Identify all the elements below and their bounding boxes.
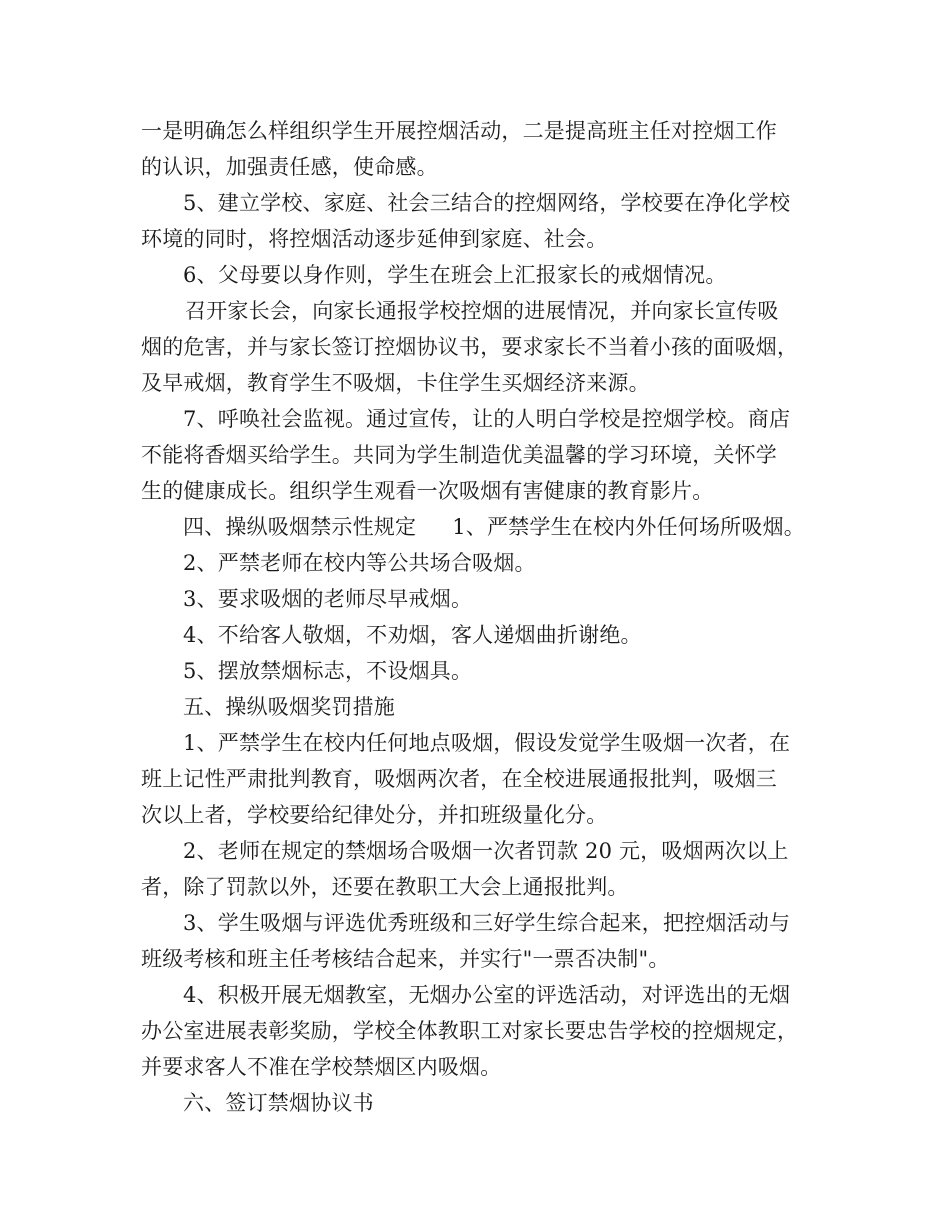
text-line: 1、严禁学生在校内任何地点吸烟，假设发觉学生吸烟一次者，在: [183, 731, 791, 755]
text-line: 5、摆放禁烟标志，不设烟具。: [183, 659, 473, 683]
rule-item: 1、严禁学生在校内外任何场所吸烟。: [452, 515, 805, 539]
text-line: 4、积极开展无烟教室，无烟办公室的评选活动，对评选出的无烟: [183, 983, 791, 1007]
text-line: 不能将香烟买给学生。共同为学生制造优美温馨的学习环境，关怀学: [141, 443, 777, 467]
text-line: 次以上者，学校要给纪律处分，并扣班级量化分。: [141, 803, 608, 827]
text-line: 班上记性严肃批判教育，吸烟两次者，在全校进展通报批判，吸烟三: [141, 767, 777, 791]
text-line: 者，除了罚款以外，还要在教职工大会上通报批判。: [141, 875, 629, 899]
text-line: 7、呼唤社会监视。通过宣传，让的人明白学校是控烟学校。商店: [183, 407, 791, 431]
text-line: 生的健康成长。组织学生观看一次吸烟有害健康的教育影片。: [141, 479, 714, 503]
text-line: 并要求客人不准在学校禁烟区内吸烟。: [141, 1055, 502, 1079]
text-line: 烟的危害，并与家长签订控烟协议书，要求家长不当着小孩的面吸烟，: [141, 335, 799, 359]
text-line: 及早戒烟，教育学生不吸烟，卡住学生买烟经济来源。: [141, 371, 650, 395]
text-line: 办公室进展表彰奖励，学校全体教职工对家长要忠告学校的控烟规定，: [141, 1019, 799, 1043]
text-line: 5、建立学校、家庭、社会三结合的控烟网络，学校要在净化学校: [183, 191, 791, 215]
text-line: 3、要求吸烟的老师尽早戒烟。: [183, 587, 473, 611]
text-line: 的认识，加强责任感，使命感。: [141, 155, 438, 179]
text-line: 一是明确怎么样组织学生开展控烟活动，二是提高班主任对控烟工作: [141, 119, 777, 143]
text-line: 4、不给客人敬烟，不劝烟，客人递烟曲折谢绝。: [183, 623, 642, 647]
section-heading-6: 六、签订禁烟协议书: [183, 1091, 374, 1115]
section-heading-5: 五、操纵吸烟奖罚措施: [183, 695, 395, 719]
text-line: 3、学生吸烟与评选优秀班级和三好学生综合起来，把控烟活动与: [183, 911, 791, 935]
text-line: 班级考核和班主任考核结合起来，并实行"一票否决制"。: [141, 947, 670, 971]
text-line-pair: [141, 509, 821, 545]
text-line: 2、严禁老师在校内等公共场合吸烟。: [183, 551, 536, 575]
text-line: 6、父母要以身作则，学生在班会上汇报家长的戒烟情况。: [183, 263, 727, 287]
document-body: [141, 113, 821, 1121]
text-line: 环境的同时，将控烟活动逐步延伸到家庭、社会。: [141, 227, 608, 251]
text-line: 召开家长会，向家长通报学校控烟的进展情况，并向家长宣传吸: [185, 299, 779, 323]
text-line: 2、老师在规定的禁烟场合吸烟一次者罚款 20 元，吸烟两次以上: [183, 839, 789, 863]
section-heading-4: 四、操纵吸烟禁示性规定: [183, 515, 417, 539]
